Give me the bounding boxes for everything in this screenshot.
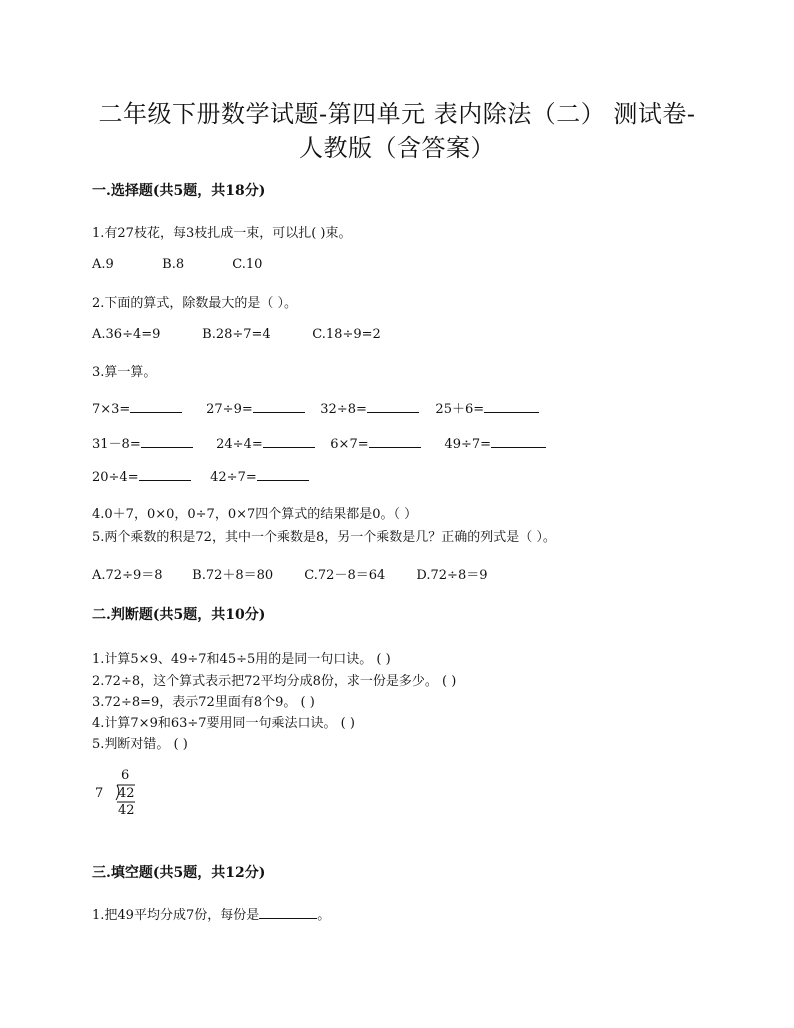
calc-expression: 6×7= — [330, 437, 369, 452]
fill-question-end: 。 — [317, 908, 331, 923]
option-c[interactable]: C.18÷9=2 — [312, 327, 381, 342]
question-2-options — [92, 327, 381, 342]
answer-blank[interactable] — [367, 400, 419, 413]
section-heading-judge: 二.判断题(共5题，共10分) — [92, 607, 266, 623]
long-division-figure — [95, 768, 155, 822]
calc-expression: 20÷4= — [92, 470, 139, 485]
division-product: 42 — [118, 803, 135, 818]
question-3: 3.算一算。 — [92, 365, 157, 380]
calc-expression: 24÷4= — [216, 437, 263, 452]
question-5-options — [92, 564, 488, 583]
calc-expression: 32÷8= — [320, 402, 367, 417]
option-c[interactable]: C.10 — [232, 257, 263, 272]
section-heading-fill: 三.填空题(共5题，共12分) — [92, 865, 266, 881]
judge-item: 4.计算7×9和63÷7要用同一句乘法口诀。 ( ) — [92, 716, 355, 731]
calc-row-3 — [92, 468, 309, 485]
calc-row-1 — [92, 398, 539, 417]
division-dividend: 42 — [118, 786, 135, 801]
question-5: 5.两个乘数的积是72，其中一个乘数是8，另一个乘数是几？正确的列式是（ ）。 — [92, 530, 556, 545]
answer-blank[interactable] — [130, 400, 182, 413]
option-b[interactable]: B.8 — [162, 257, 185, 272]
doc-title-line2: 人教版（含答案） — [299, 134, 495, 162]
option-d[interactable]: D.72÷8＝9 — [416, 568, 488, 583]
answer-blank[interactable] — [253, 400, 305, 413]
answer-blank[interactable] — [141, 435, 193, 448]
calc-expression: 27÷9= — [206, 402, 253, 417]
answer-blank[interactable] — [139, 468, 191, 481]
option-b[interactable]: B.72＋8＝80 — [192, 568, 274, 583]
fill-question-1 — [92, 904, 330, 923]
section-heading-choice: 一.选择题(共5题，共18分) — [92, 183, 266, 199]
option-c[interactable]: C.72－8＝64 — [304, 568, 386, 583]
judge-item: 1.计算5×9、49÷7和45÷5用的是同一句口诀。 ( ) — [92, 652, 391, 667]
question-1: 1.有27枝花，每3枝扎成一束，可以扎( )束。 — [92, 226, 352, 241]
judge-item: 2.72÷8，这个算式表示把72平均分成8份，求一份是多少。 ( ) — [92, 674, 457, 689]
calc-expression: 7×3= — [92, 402, 131, 417]
answer-blank[interactable] — [484, 400, 539, 413]
option-a[interactable]: A.72÷9＝8 — [92, 568, 163, 583]
question-2: 2.下面的算式，除数最大的是（ ）。 — [92, 296, 298, 311]
fill-question-text: 1.把49平均分成7份，每份是 — [92, 908, 260, 923]
judge-item: 5.判断对错。 ( ) — [92, 737, 188, 752]
option-b[interactable]: B.28÷7=4 — [202, 327, 271, 342]
answer-blank[interactable] — [263, 435, 315, 448]
calc-expression: 25＋6= — [435, 402, 485, 417]
division-quotient: 6 — [121, 768, 130, 783]
answer-blank[interactable] — [369, 435, 421, 448]
answer-blank[interactable] — [491, 435, 546, 448]
question-4: 4.0＋7，0×0，0÷7，0×7四个算式的结果都是0。（ ） — [92, 507, 418, 522]
answer-blank[interactable] — [257, 468, 309, 481]
division-divisor: 7 — [95, 786, 104, 801]
calc-expression: 49÷7= — [444, 437, 492, 452]
question-1-options — [92, 257, 262, 272]
calc-expression: 31－8= — [92, 437, 141, 452]
option-a[interactable]: A.9 — [92, 257, 114, 272]
calc-row-2 — [92, 433, 546, 452]
calc-expression: 42÷7= — [210, 470, 257, 485]
judge-item: 3.72÷8=9，表示72里面有8个9。 ( ) — [92, 695, 315, 710]
answer-blank[interactable] — [259, 906, 317, 919]
doc-title-line1: 二年级下册数学试题-第四单元 表内除法（二） 测试卷- — [98, 100, 696, 128]
option-a[interactable]: A.36÷4=9 — [92, 327, 161, 342]
